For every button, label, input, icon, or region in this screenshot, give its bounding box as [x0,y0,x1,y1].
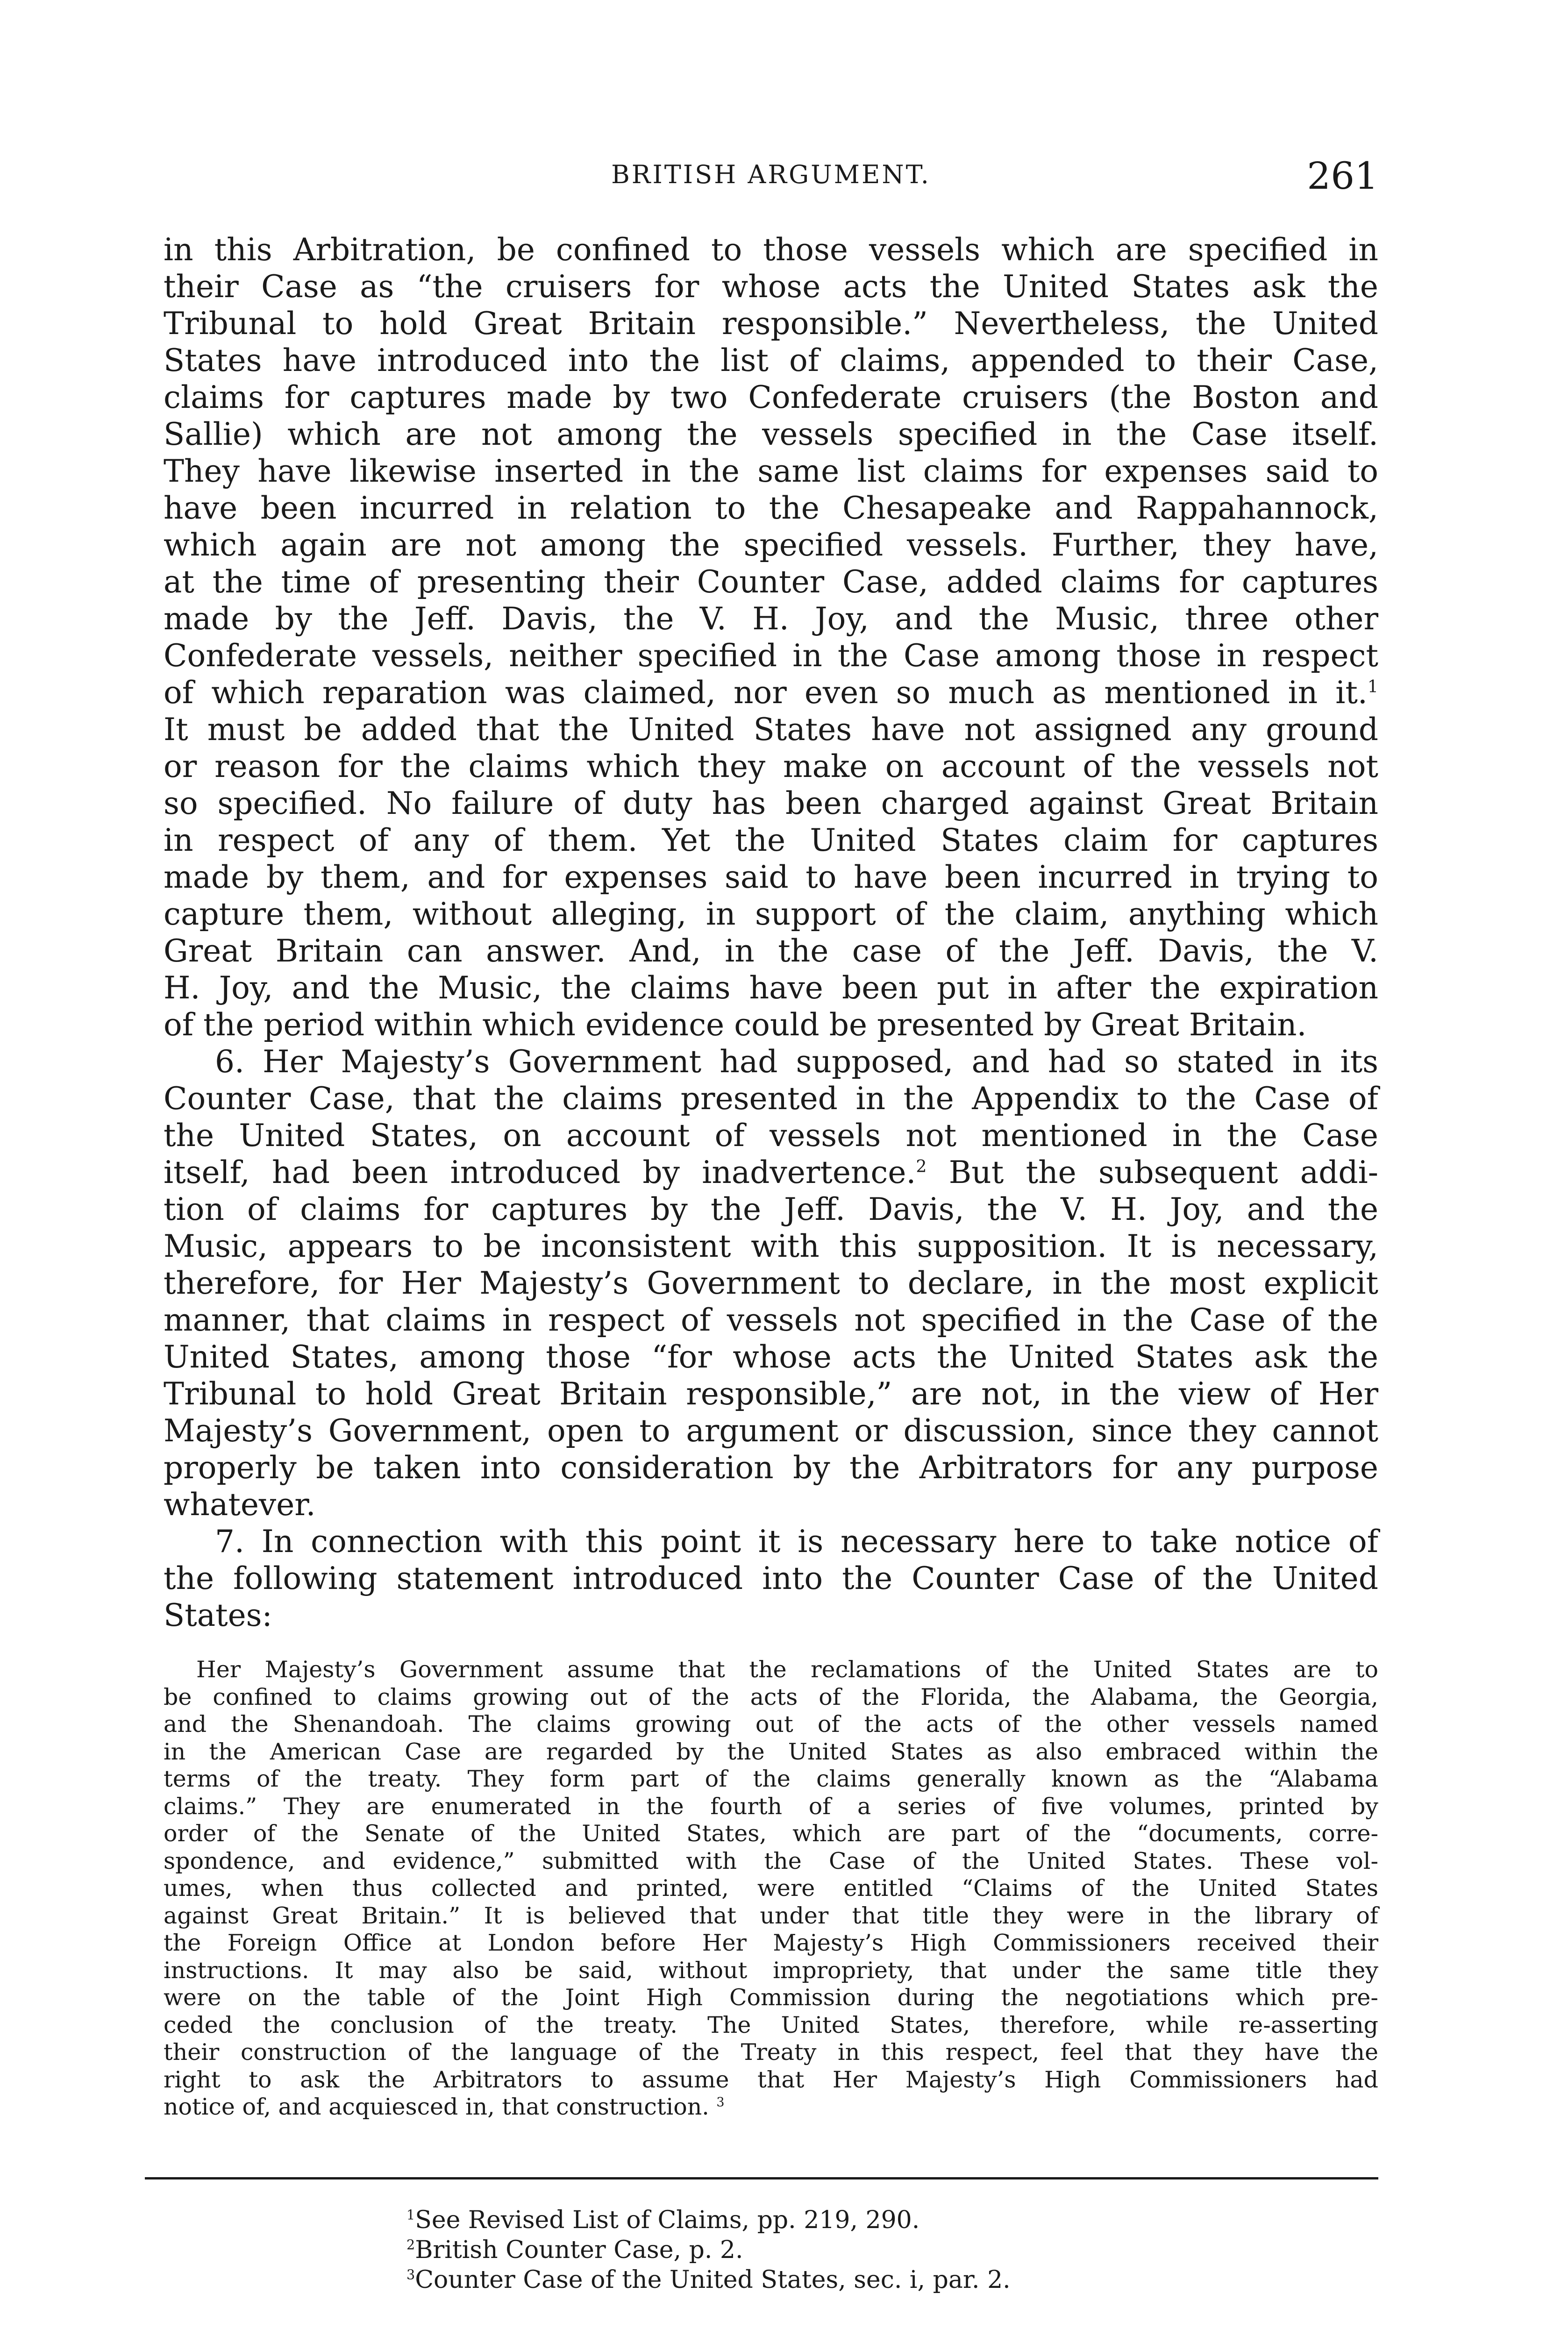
quote-line: their construction of the language of the Treaty in this respect, feel that they have the [164,2039,1378,2065]
text-line [164,1154,1378,1191]
footnote [406,2235,1294,2265]
text-line: which again are not among the specified vessels. Further, they have, [164,527,1378,563]
quote-line: order of the Senate of the United States, which are part of the “documents, corre- [164,1820,1378,1847]
quote-line: umes, when thus collected and printed, were entitled “Claims of the United States [164,1875,1378,1902]
paragraph-6-start: 6. Her Majesty’s Government had supposed, and had so stated in its [215,1044,1378,1080]
footnote-mark: 1 [406,2207,415,2223]
text-line: have been incurred in relation to the Chesapeake and Rappahannock, [164,490,1378,526]
quote-line: right to ask the Arbitrators to assume that Her Majesty’s High Commissioners had [164,2066,1378,2093]
quote-line: in the American Case are regarded by the United States as also embraced within the [164,1738,1378,1765]
quote-line: Her Majesty’s Government assume that the reclamations of the United States are to [196,1656,1378,1683]
text-line: claims for captures made by two Confederate cruisers (the Boston and [164,379,1378,415]
text-line: their Case as “the cruisers for whose acts the United States ask the [164,269,1378,305]
line-text-tail: But the subsequent addi- [927,1154,1378,1190]
text-line: Confederate vessels, neither specified in the Case among those in respect [164,638,1378,674]
text-line: whatever. [164,1487,316,1523]
footnote-ref: 2 [916,1156,927,1176]
footnote-text: See Revised List of Claims, pp. 219, 290. [415,2206,920,2234]
footnote-ref: 3 [716,2095,725,2110]
quote-line [164,2094,1378,2121]
footnote-text: Counter Case of the United States, sec. i, par. 2. [415,2266,1011,2294]
quote-line: against Great Britain.” It is believed that under that title they were in the library of [164,1902,1378,1929]
quote-line: instructions. It may also be said, without impropriety, that under the same title they [164,1957,1378,1984]
footnote-ref: 1 [1367,677,1378,697]
text-line: capture them, without alleging, in support of the claim, anything which [164,896,1378,932]
text-line: in this Arbitration, be confined to those vessels which are specified in [164,232,1378,268]
text-line: at the time of presenting their Counter Case, added claims for captures [164,564,1378,600]
text-line: Sallie) which are not among the vessels specified in the Case itself. [164,416,1378,452]
text-line: States: [164,1597,272,1633]
text-line: United States, among those “for whose acts the United States ask the [164,1339,1378,1375]
line-text: itself, had been introduced by inadvertence. [164,1154,916,1190]
quote-line: ceded the conclusion of the treaty. The United States, therefore, while re-asserting [164,2011,1378,2038]
page-number: 261 [1307,154,1378,198]
text-line: properly be taken into consideration by the Arbitrators for any purpose [164,1450,1378,1486]
text-line: the following statement introduced into the Counter Case of the United [164,1560,1378,1596]
paragraph-7-start: 7. In connection with this point it is necessary here to take notice of [215,1524,1378,1560]
text-line: Counter Case, that the claims presented in the Appendix to the Case of [164,1081,1378,1117]
text-line: Music, appears to be inconsistent with this supposition. It is necessary, [164,1228,1378,1264]
running-title: BRITISH ARGUMENT. [611,160,931,189]
quote-line: spondence, and evidence,” submitted with the Case of the United States. These vol- [164,1847,1378,1874]
body-text [164,231,1378,1634]
footnote-rule [145,2177,1378,2179]
text-line: of the period within which evidence could be presented by Great Britain. [164,1007,1307,1043]
text-line: States have introduced into the list of claims, appended to their Case, [164,342,1378,378]
text-line: made by them, and for expenses said to have been incurred in trying to [164,859,1378,895]
block-quote [164,1656,1378,2121]
text-line: manner, that claims in respect of vessels not specified in the Case of the [164,1302,1378,1338]
running-head [164,154,1378,206]
quote-line: and the Shenandoah. The claims growing out of the acts of the other vessels named [164,1711,1378,1738]
text-line: tion of claims for captures by the Jeff. Davis, the V. H. Joy, and the [164,1191,1378,1227]
quote-line: be confined to claims growing out of the acts of the Florida, the Alabama, the Georgia, [164,1683,1378,1710]
text-line: Tribunal to hold Great Britain responsible,” are not, in the view of Her [164,1376,1378,1412]
line-text: of which reparation was claimed, nor even so much as mentioned in it. [164,675,1368,711]
quote-line: were on the table of the Joint High Commission during the negotiations which pre- [164,1984,1378,2011]
quote-line: terms of the treaty. They form part of the claims generally known as the “Alabama [164,1766,1378,1792]
text-line: the United States, on account of vessels not mentioned in the Case [164,1118,1378,1154]
text-line: They have likewise inserted in the same list claims for expenses said to [164,453,1378,489]
text-line: in respect of any of them. Yet the United States claim for captures [164,822,1378,858]
text-line: made by the Jeff. Davis, the V. H. Joy, and the Music, three other [164,601,1378,637]
text-line: therefore, for Her Majesty’s Government to declare, in the most explicit [164,1265,1378,1301]
quote-line: claims.” They are enumerated in the fourth of a series of five volumes, printed by [164,1793,1378,1820]
footnotes [406,2205,1294,2295]
text-line [164,674,1378,711]
text-line: so specified. No failure of duty has been charged against Great Britain [164,785,1378,821]
text-line: Tribunal to hold Great Britain responsible.” Nevertheless, the United [164,306,1378,342]
text-line: or reason for the claims which they make on account of the vessels not [164,748,1378,784]
line-text: notice of, and acquiesced in, that construction. [164,2094,709,2120]
text-line: H. Joy, and the Music, the claims have been put in after the expiration [164,970,1378,1006]
text-line: Great Britain can answer. And, in the case of the Jeff. Davis, the V. [164,933,1378,969]
text-line: It must be added that the United States have not assigned any ground [164,712,1378,748]
text-line: Majesty’s Government, open to argument or discussion, since they cannot [164,1413,1378,1449]
footnote-text: British Counter Case, p. 2. [415,2236,743,2264]
footnote-mark: 3 [406,2266,415,2283]
footnote-mark: 2 [406,2236,415,2253]
quote-line: the Foreign Office at London before Her Majesty’s High Commissioners received their [164,1930,1378,1956]
footnote [406,2265,1294,2295]
footnote [406,2205,1294,2235]
